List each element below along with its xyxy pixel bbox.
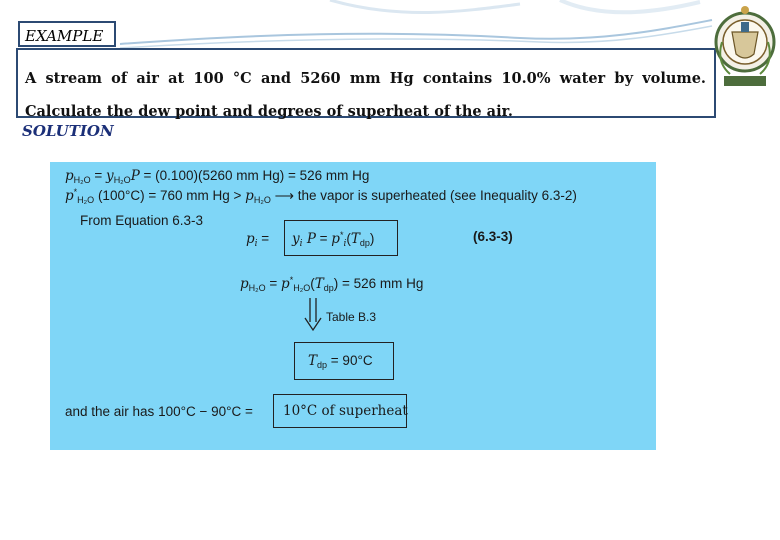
dewpoint-value: = 90°C [330, 353, 373, 368]
superheat-statement: and the air has 100°C − 90°C = [65, 404, 253, 419]
down-arrow-icon [303, 298, 323, 332]
equation-raoult-left: $p_i$ = [246, 231, 270, 249]
equation-line2-mid: (100°C) = 760 mm Hg > [97, 188, 242, 203]
table-reference: Table B.3 [326, 310, 377, 324]
solution-panel [50, 162, 656, 450]
from-equation-text: From Equation 6.3-3 [80, 213, 204, 228]
example-label: EXAMPLE [18, 21, 116, 47]
university-crest-logo [712, 2, 778, 94]
equation-line2-right: the vapor is superheated (see Inequality 6.3-2) [297, 188, 577, 203]
dewpoint-result: $T_{dp} = 90^\circ C$ [308, 353, 373, 370]
equation-vapor-pressure: $p^*_{H_2O}$ (100°C) = 760 mm $Hg > p_{H_2O}$ ⟶ the vapor is superheated (see Inequality 6.3-2) [65, 187, 577, 205]
equation-number: (6.3-3) [473, 229, 513, 244]
equation-raoult-body: $y_i$ $P = p^*_i(T_{dp})$ [292, 230, 375, 249]
superheat-result: 10°C of superheat [283, 403, 408, 419]
solution-label: SOLUTION [22, 122, 114, 140]
problem-statement: A stream of air at 100 °C and 5260 mm Hg contains 10.0% water by volume. Calculate the dew point and degrees of superheat of the air. [16, 48, 716, 118]
equation-line4-right: = 526 mm Hg [342, 276, 424, 291]
equation-partial-pressure: $p_{H_2O} = y_{H_2O}P = (0.100)(5260$ mm Hg) = 526 mm Hg [65, 168, 370, 185]
equation-dewpoint: $p_{H_2O} = p^*_{H_2O}(T_{dp}) = 526$ mm Hg [240, 275, 424, 293]
equation-line1-right: = (0.100)(5260 mm Hg) = 526 mm Hg [143, 168, 370, 183]
